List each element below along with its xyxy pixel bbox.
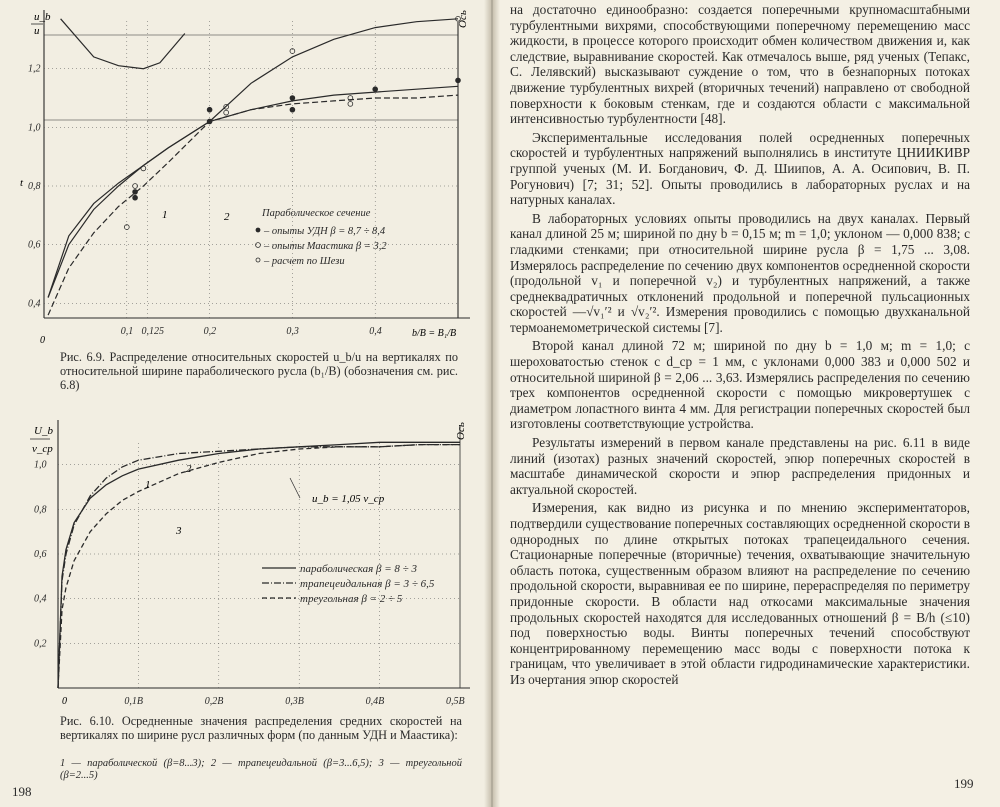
fig610-axis-label-right: Ось xyxy=(455,422,467,440)
fig69-series-line xyxy=(48,86,458,297)
fig610-annotation: u_b = 1,05 v_ср xyxy=(312,493,385,505)
fig69-legend-marker-filled xyxy=(256,228,261,233)
left-page xyxy=(0,0,492,807)
caption-6-10: Рис. 6.10. Осредненные значения распределения средних скоростей на вертикалях по ширине русл различных форм (по данным УДН и Маастика): xyxy=(60,714,462,743)
fig610-x-tick-label: 0,3B xyxy=(285,696,304,707)
fig69-point-filled xyxy=(207,119,212,124)
fig69-series-line xyxy=(48,19,458,298)
fig69-x-tick-label: 0,4 xyxy=(369,326,382,337)
fig610-y-tick-label: 0,4 xyxy=(34,593,47,605)
fig610-legend-item-1: параболическая β = 8 ÷ 3 xyxy=(300,563,417,575)
fig610-legend-item-2: трапецеидальная β = 3 ÷ 6,5 xyxy=(300,578,435,590)
fig69-origin-label: 0 xyxy=(40,335,45,346)
fig610-y-tick-label: 0,6 xyxy=(34,549,47,560)
fig69-curve-label-1: 1 xyxy=(162,209,168,221)
fig610-y-label-top: U_b xyxy=(34,425,53,437)
fig610-y-label-bottom: v_ср xyxy=(32,443,53,455)
fig69-legend-item-3: – расчет по Шези xyxy=(264,256,345,267)
figure-6-9 xyxy=(0,0,480,352)
fig69-curve-label-2: 2 xyxy=(224,211,230,223)
fig610-curve-label-3: 3 xyxy=(176,525,182,537)
fig69-x-tick-label: 0,2 xyxy=(203,326,217,337)
fig610-origin-label: 0 xyxy=(62,696,67,707)
fig69-side-label: t xyxy=(20,177,24,189)
fig610-y-tick-label: 0,2 xyxy=(34,638,47,650)
fig69-point-filled xyxy=(207,107,212,112)
fig69-point-open xyxy=(348,101,353,106)
fig69-point-open xyxy=(224,110,229,115)
fig610-curve-label-1: 1 xyxy=(145,479,151,491)
paragraph-3: В лабораторных условиях опыты проводились на двух каналах. Первый канал длиной 25 м; шириной по дну b = 0,15 м; m = 1,0; уклоном — 0,000 838; с гладкими стенками; при относительной ширине русла β = 1,75 ... 3,08. Измерялось распределение по сечению двух компонентов осредненной скорости (продольной v₁ и поперечной v₂) и турбулентных напряжений, а также среднеквадратичных отклонений продольной и поперечной пульсационных скоростей —√v₁′² и √v₂′². Измерения проводились с помощью двухканальной термоанемометрической системы [7]. xyxy=(510,210,970,335)
fig69-point-filled xyxy=(290,107,295,112)
fig69-point-filled xyxy=(456,78,461,83)
figure-6-10 xyxy=(0,410,480,710)
fig610-y-tick-label: 0,8 xyxy=(34,504,47,516)
fig69-axis-label-right: Ось xyxy=(457,10,469,28)
fig610-x-tick-label: 0,2B xyxy=(204,696,224,707)
fig69-y-label-top: u_b xyxy=(34,11,51,23)
fig69-y-tick-label: 0,8 xyxy=(28,181,41,192)
fig610-x-tick-label: 0,1B xyxy=(124,696,144,707)
caption-6-9: Рис. 6.9. Распределение относительных скоростей u_b/u на вертикалях по относительной ширине параболического русла (b₁/B) (обозначения см. рис. 6.8) xyxy=(60,350,458,393)
fig69-point-filled xyxy=(133,195,138,200)
fig69-y-tick-label: 1,0 xyxy=(28,122,41,134)
paragraph-6: Измерения, как видно из рисунка и по мнению экспериментаторов, подтвердили существование поперечных составляющих осредненной скорости в однородных по длине открытых потоках трапецеидального сечения. Стационарные поперечные (вторичные) течения, охватывающие значительную область потока, существенным образом влияют на распределение по сечению продольной скорости, выравнивая ее по ширине, перераспределяя по периметру придонные скорости. В области над откосами максимальные значения продольных скоростей находятся для исследованных отношений β = B/h (≤10) под поверхностью воды. Винты поперечных течений способствуют концентрированному перемещению масс воды с поверхности потока к границам, что увеличивает в этой области гидродинамические характеристики. Из очертания эпюр скоростей xyxy=(510,500,970,687)
fig610-legend-item-3: треугольная β = 2 ÷ 5 xyxy=(300,593,403,605)
fig610-curve-label-2: 2 xyxy=(186,463,192,475)
fig69-y-label-bottom: u xyxy=(34,25,40,37)
paragraph-1: на достаточно единообразно: создается поперечными крупномасштабными турбулентными вихрями, способствующими поперечному перемещению масс жидкости, в процессе которого происходит обмен количеством движения и, как следствие, выравнивание скоростей. Как отмечалось выше, ряд ученых (Тепакс, С. Лелявский) высказывают суждение о том, что в безнапорных потоках движение турбулентных вихрей (вторичных течений) направлено от свободной поверхности к боковым стенкам, где и создаются области с максимальной интенсивностью турбулентности [48]. xyxy=(510,2,970,127)
fig69-point-filled xyxy=(290,96,295,101)
fig69-legend-marker-dot xyxy=(256,258,260,262)
fig69-y-tick-label: 1,2 xyxy=(28,63,41,75)
fig69-x-axis-label: b/B = B₁/B xyxy=(412,328,457,339)
fig610-x-tick-label: 0,4B xyxy=(365,696,385,707)
fig610-y-tick-label: 1,0 xyxy=(34,459,47,471)
page-number-left: 198 xyxy=(12,784,32,799)
fig69-series-line xyxy=(48,95,458,315)
fig69-legend-item-1: – опыты УДН β = 8,7 ÷ 8,4 xyxy=(264,226,386,237)
fig69-legend-item-2: – опыты Маастика β = 3,2 xyxy=(264,241,387,252)
paragraph-2: Экспериментальные исследования полей осредненных поперечных скоростей и турбулентных напряжений выполнялись в институте ЦНИИКИВР группой ученых (М. И. Богданович, Ф. Д. Шиипов, А. А. Осипович, В. П. Рогунович) [7; 31; 52]. Опыты проводились в лабораторных руслах и на натурных каналах. xyxy=(510,129,970,208)
fig69-x-tick-label: 0,125 xyxy=(141,326,164,337)
fig69-x-tick-label: 0,3 xyxy=(286,326,299,337)
fig69-point-open xyxy=(141,166,146,171)
right-page xyxy=(492,0,1000,807)
fig69-legend-marker-open xyxy=(256,243,261,248)
caption-6-10-legend: 1 — параболической (β=8...3); 2 — трапецеидальной (β=3...6,5); 3 — треугольной (β=2...5) xyxy=(60,758,462,781)
right-page-text xyxy=(510,2,970,688)
fig69-y-tick-label: 0,6 xyxy=(28,239,41,251)
fig69-point-filled xyxy=(133,189,138,194)
paragraph-4: Второй канал длиной 72 м; шириной по дну b = 1,0 м; m = 1,0; с шероховатостью стенок с d_ср = 1 мм, с уклонами 0,000 383 и 0,000 502 и относительной шириной β = 2,06 ... 3,63. Измерялись распределения по сечению трех компонентов осредненной скорости с помощью микровертушек с диаметром лопастного винта 4 мм. Для регистрации поперечных скоростей был изготовлены соответствующие устройства. xyxy=(510,338,970,432)
fig610-x-tick-label: 0,5B xyxy=(446,696,465,707)
paragraph-5: Результаты измерений в первом канале представлены на рис. 6.11 в виде линий (изотах) разных значений скоростей, эпюр поперечных скоростей в масштабе динамической скорости и эпюр распределения придонных и актуальной скоростей. xyxy=(510,435,970,497)
fig69-x-tick-label: 0,1 xyxy=(120,326,134,337)
fig69-point-filled xyxy=(373,87,378,92)
fig69-y-tick-label: 0,4 xyxy=(28,298,41,310)
fig69-series-line xyxy=(61,19,185,69)
fig69-legend-title: Параболическое сечение xyxy=(262,208,371,219)
book-spine xyxy=(484,0,500,807)
page-number-right: 199 xyxy=(954,776,974,791)
